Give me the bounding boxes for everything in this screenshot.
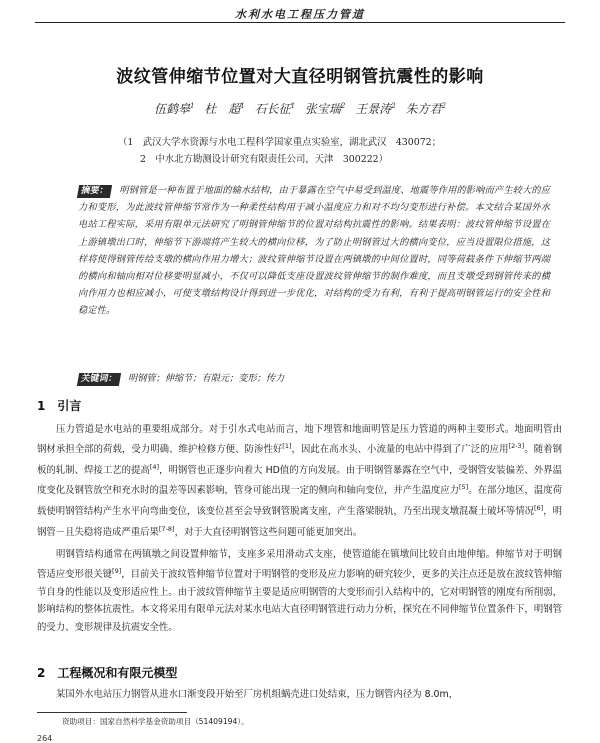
author-list <box>0 100 600 117</box>
footnote: 资助项目：国家自然科学基金资助项目（51409194）。 <box>62 717 249 726</box>
keywords <box>78 370 550 386</box>
author: 张宝瑞$^2$ <box>304 102 346 116</box>
intro-paragraph-2: 明钢管结构通常在两镇墩之间设置伸缩节，支座多采用滑动式支座，使管道能在镇墩间比较自由地伸缩。伸缩节对于明钢管适应变形很关键[9]，目前关于波纹管伸缩节位置对于明钢管的变形及应力影响的研究较少，更多的关注点还是放在波纹管伸缩节自身的性能以及变形适应性上。由于波纹管伸缩节主要是适应明钢管的大变形而引入结构中的，它对明钢管的刚度有所削弱，影响结构的整体抗震性。本文将采用有限单元法对某水电站大直径明钢管进行动力分析，探究在不同伸缩节位置条件下，明钢管的受力、变形规律及抗震安全性。 <box>37 549 563 633</box>
author: 朱方君$^2$ <box>405 102 447 116</box>
section2-paragraph-1: 某国外水电站压力钢管从进水口渐变段开始至厂房机组蜗壳进口处结束，压力钢管内径为 8.0m， <box>56 689 459 700</box>
abstract-label: 摘要： <box>77 185 113 198</box>
affiliations <box>118 134 558 168</box>
footnote-rule <box>37 712 187 713</box>
author: 石长征$^1$ <box>254 102 296 116</box>
author: 伍鹤皋$^1$ <box>153 102 195 116</box>
keywords-label: 关键词： <box>77 373 121 386</box>
running-head: 水利水电工程压力管道 <box>235 8 365 21</box>
page-number: 264 <box>37 734 53 743</box>
keywords-text: 明钢管；伸缩节；有限元；变形；传力 <box>128 373 285 384</box>
section-heading-2: 2 工程概况和有限元模型 <box>37 666 178 680</box>
abstract <box>78 182 550 320</box>
paper-title: 波纹管伸缩节位置对大直径明钢管抗震性的影响 <box>116 67 484 87</box>
affiliation-line: （1 武汉大学水资源与水电工程科学国家重点实验室，湖北武汉 430072； <box>118 137 442 148</box>
author: 王景涛$^2$ <box>355 102 396 116</box>
affiliation-line: 2 中水北方勘测设计研究有限责任公司，天津 300222） <box>140 154 389 165</box>
header-rule <box>35 22 565 23</box>
abstract-text: 明钢管是一种布置于地面的输水结构，由于暴露在空气中易受到温度、地震等作用的影响而产生较大的应力和变形，为此波纹管伸缩节常作为一种柔性结构用于减小温度应力和对不均匀变形进行补偿。本文结合某国外水电站工程实际，采用有限单元法研究了明钢管伸缩节的位置对结构抗震性的影响。结果表明：波纹管伸缩节设置在上游镇墩出口时，伸缩节下游端将产生较大的横向位移，为了防止明钢管过大的横向变位，应当设置限位措施，这样将使得钢管传给支墩的横向作用力增大；波纹管伸缩节设置在两镇墩的中间位置时，同等荷载条件下伸缩节两端的横向和轴向相对位移要明显减小，不仅可以降低支座设置波纹管伸缩节的制作难度，而且支墩受到钢管传来的横向作用力也相应减小，可使支墩结构设计得到进一步优化，对结构的受力有利，有利于提高明钢管运行的安全性和稳定性。 <box>78 185 550 317</box>
section-heading-1: 1 引言 <box>37 399 82 413</box>
author: 杜 超$^1$ <box>204 102 245 116</box>
intro-paragraph-1: 压力管道是水电站的重要组成部分。对于引水式电站而言，地下埋管和地面明管是压力管道的两种主要形式。地面明管由钢材承担全部的荷载，受力明确、维护检修方便、防渗性好[1]，因此在高水头、小流量的电站中得到了广泛的应用[2-3]。随着钢板的轧制、焊接工艺的提高[4]，明钢管也正逐步向着大 HD值的方向发展。由于明钢管暴露在空气中，受钢管安装偏差、外界温度变化及钢管放空和充水时的温差等因素影响，管身可能出现一定的侧向和轴向变位，并产生温度应力[5]。在部分地区，温度荷载使明钢管结构产生水平向弯曲变位，该变位甚至会导致钢管脱离支座，产生落梁脱轨，乃至出现支墩混凝土破坏等情况[6]，明钢管－且失稳将造成严重后果[7-8]，对于大直径明钢管这些问题可能更加突出。 <box>37 424 562 538</box>
